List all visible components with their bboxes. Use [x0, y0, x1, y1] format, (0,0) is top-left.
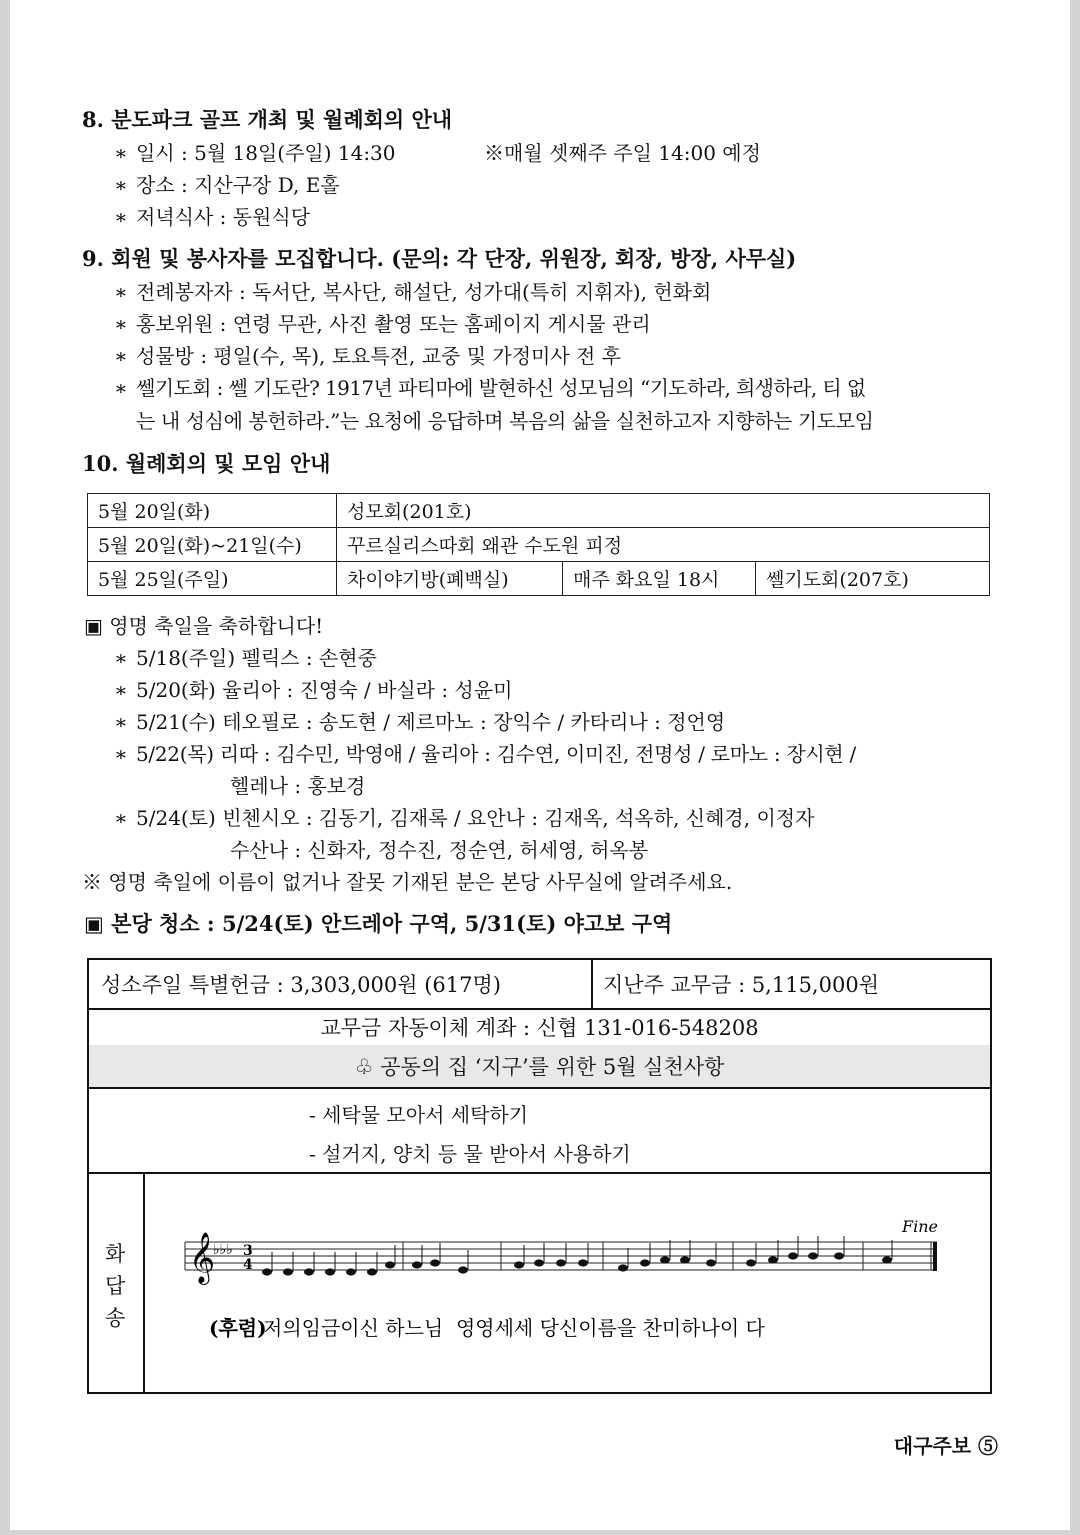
section8-place: ∗ 장소 : 지산구장 D, E홀	[114, 173, 340, 197]
note-head	[660, 1256, 670, 1263]
feast-line-continued: 헬레나 : 홍보경	[230, 774, 366, 798]
note-head	[534, 1259, 544, 1266]
section8-date-note: ※매월 셋째주 주일 14:00 예정	[484, 141, 761, 165]
practice-item: - 설거지, 양치 등 물 받아서 사용하기	[309, 1142, 631, 1166]
music-score	[145, 1172, 990, 1392]
note-head	[325, 1268, 335, 1275]
bullet-asterisk-icon: ∗	[114, 280, 128, 304]
note-head	[680, 1256, 690, 1263]
feast-note: ※ 영명 축일에 이름이 없거나 잘못 기재된 분은 본당 사무실에 알려주세요.	[82, 870, 733, 894]
note-head	[768, 1256, 778, 1263]
practice-items-row	[89, 1087, 990, 1174]
section9-item-continued: 는 내 성심에 봉헌하라.”는 요청에 응답하며 복음의 삶을 실천하고자 지향하는 기도모임	[136, 409, 874, 433]
page-footer: 대구주보 ⑤	[893, 1434, 998, 1458]
note-head	[788, 1252, 798, 1259]
section9-title: 9. 회원 및 봉사자를 모집합니다. (문의: 각 단장, 위원장, 회장, 방장, 사무실)	[82, 246, 797, 271]
bullet-asterisk-icon: ∗	[114, 376, 128, 400]
fine-marking: Fine	[902, 1217, 938, 1236]
offering-row	[89, 960, 990, 1010]
note-head	[834, 1252, 844, 1259]
schedule-extra-date: 매주 화요일 18시	[563, 562, 756, 596]
note-head	[458, 1266, 468, 1273]
feast-line-continued: 수산나 : 신화자, 정수진, 정순연, 허세영, 허옥봉	[230, 838, 649, 862]
note-head	[618, 1264, 628, 1271]
feast-line: ∗ 5/22(목) 리따 : 김수민, 박영애 / 율리아 : 김수연, 이미진, 전명성 / 로마노 : 장시현 /	[114, 742, 856, 766]
time-signature: 4	[243, 1257, 253, 1273]
bullet-asterisk-icon: ∗	[114, 806, 128, 830]
section9-item: ∗ 성물방 : 평일(수, 목), 토요특전, 교중 및 가정미사 전 후	[114, 344, 622, 368]
note-head	[304, 1268, 314, 1275]
bullet-asterisk-icon: ∗	[114, 646, 128, 670]
schedule-date: 5월 20일(화)	[88, 494, 337, 528]
note-head	[882, 1256, 892, 1263]
section8-dinner: ∗ 저녁식사 : 동원식당	[114, 205, 311, 229]
feast-line: ∗ 5/21(수) 테오필로 : 송도현 / 제르마노 : 장익수 / 카타리나 : 정언영	[114, 710, 726, 734]
feast-title: ▣ 영명 축일을 축하합니다!	[84, 614, 324, 638]
refrain-label: (후렴)	[209, 1316, 267, 1340]
schedule-event: 성모회(201호)	[337, 494, 990, 528]
table-row	[88, 494, 990, 528]
note-head	[346, 1268, 356, 1275]
score-label-cell	[89, 1172, 145, 1392]
page	[10, 0, 1070, 1530]
treble-clef-icon: 𝄞	[189, 1232, 216, 1283]
note-head	[430, 1259, 440, 1266]
note-head	[746, 1259, 756, 1266]
flat-icon: ♭♭♭	[213, 1242, 233, 1258]
bullet-asterisk-icon: ∗	[114, 141, 128, 165]
cleaning-notice: ▣ 본당 청소 : 5/24(토) 안드레아 구역, 5/31(토) 야고보 구역	[84, 911, 673, 936]
practice-title-row	[89, 1045, 990, 1089]
schedule-event: 차이야기방(폐백실)	[337, 562, 563, 596]
practice-title: ♧ 공동의 집 ‘지구’를 위한 5월 실천사항	[354, 1055, 725, 1079]
bullet-asterisk-icon: ∗	[114, 173, 128, 197]
schedule-date: 5월 25일(주일)	[88, 562, 337, 596]
score-label-char: 화	[105, 1242, 126, 1266]
table-row	[88, 562, 990, 596]
section9-item: ∗ 전례봉자자 : 독서단, 복사단, 해설단, 성가대(특히 지휘자), 헌화회	[114, 280, 712, 304]
last-week-text: 지난주 교무금 : 5,115,000원	[603, 973, 879, 997]
practice-item: - 세탁물 모아서 세탁하기	[309, 1103, 529, 1127]
schedule-extra-event: 쎌기도회(207호)	[756, 562, 990, 596]
section8-date: ∗ 일시 : 5월 18일(주일) 14:30	[114, 141, 396, 165]
schedule-date: 5월 20일(화)~21일(수)	[88, 528, 337, 562]
section9-item: ∗ 쎌기도회 : 쎌 기도란? 1917년 파티마에 발현하신 성모님의 “기도하라, 희생하라, 티 없	[114, 376, 866, 400]
time-signature: 3	[243, 1243, 253, 1259]
feast-line: ∗ 5/24(토) 빈첸시오 : 김동기, 김재록 / 요안나 : 김재옥, 석옥하, 신혜경, 이정자	[114, 806, 815, 830]
feast-line: ∗ 5/20(화) 율리아 : 진영숙 / 바실라 : 성윤미	[114, 678, 513, 702]
feast-line: ∗ 5/18(주일) 펠릭스 : 손현중	[114, 646, 377, 670]
note-head	[640, 1259, 650, 1266]
note-head	[283, 1268, 293, 1275]
section8-title: 8. 분도파크 골프 개최 및 월례회의 안내	[82, 107, 453, 132]
offering-text: 성소주일 특별헌금 : 3,303,000원 (617명)	[101, 973, 501, 997]
note-head	[262, 1268, 272, 1275]
note-head	[385, 1261, 395, 1268]
account-row	[89, 1008, 990, 1047]
info-box	[87, 958, 992, 1394]
schedule-table	[87, 493, 990, 596]
score-label-char: 답	[105, 1274, 126, 1298]
score-label-char: 송	[105, 1306, 126, 1330]
schedule-event: 꾸르실리스따회 왜관 수도원 피정	[337, 528, 990, 562]
note-head	[412, 1261, 422, 1268]
bullet-asterisk-icon: ∗	[114, 205, 128, 229]
divider	[591, 960, 593, 1008]
bullet-asterisk-icon: ∗	[114, 710, 128, 734]
bullet-asterisk-icon: ∗	[114, 344, 128, 368]
section9-item: ∗ 홍보위원 : 연령 무관, 사진 촬영 또는 홈페이지 게시물 관리	[114, 312, 651, 336]
note-head	[556, 1259, 566, 1266]
note-head	[578, 1259, 588, 1266]
bullet-asterisk-icon: ∗	[114, 742, 128, 766]
note-head	[514, 1261, 524, 1268]
note-head	[808, 1252, 818, 1259]
bullet-asterisk-icon: ∗	[114, 678, 128, 702]
table-row	[88, 528, 990, 562]
lyrics: 저의임금이신 하느님 영영세세 당신이름을 찬미하나이 다	[263, 1316, 765, 1340]
account-text: 교무금 자동이체 계좌 : 신협 131-016-548208	[320, 1015, 759, 1040]
final-barline	[933, 1242, 937, 1271]
bullet-asterisk-icon: ∗	[114, 312, 128, 336]
note-head	[367, 1268, 377, 1275]
section10-title: 10. 월례회의 및 모임 안내	[82, 451, 331, 476]
note-head	[706, 1259, 716, 1266]
